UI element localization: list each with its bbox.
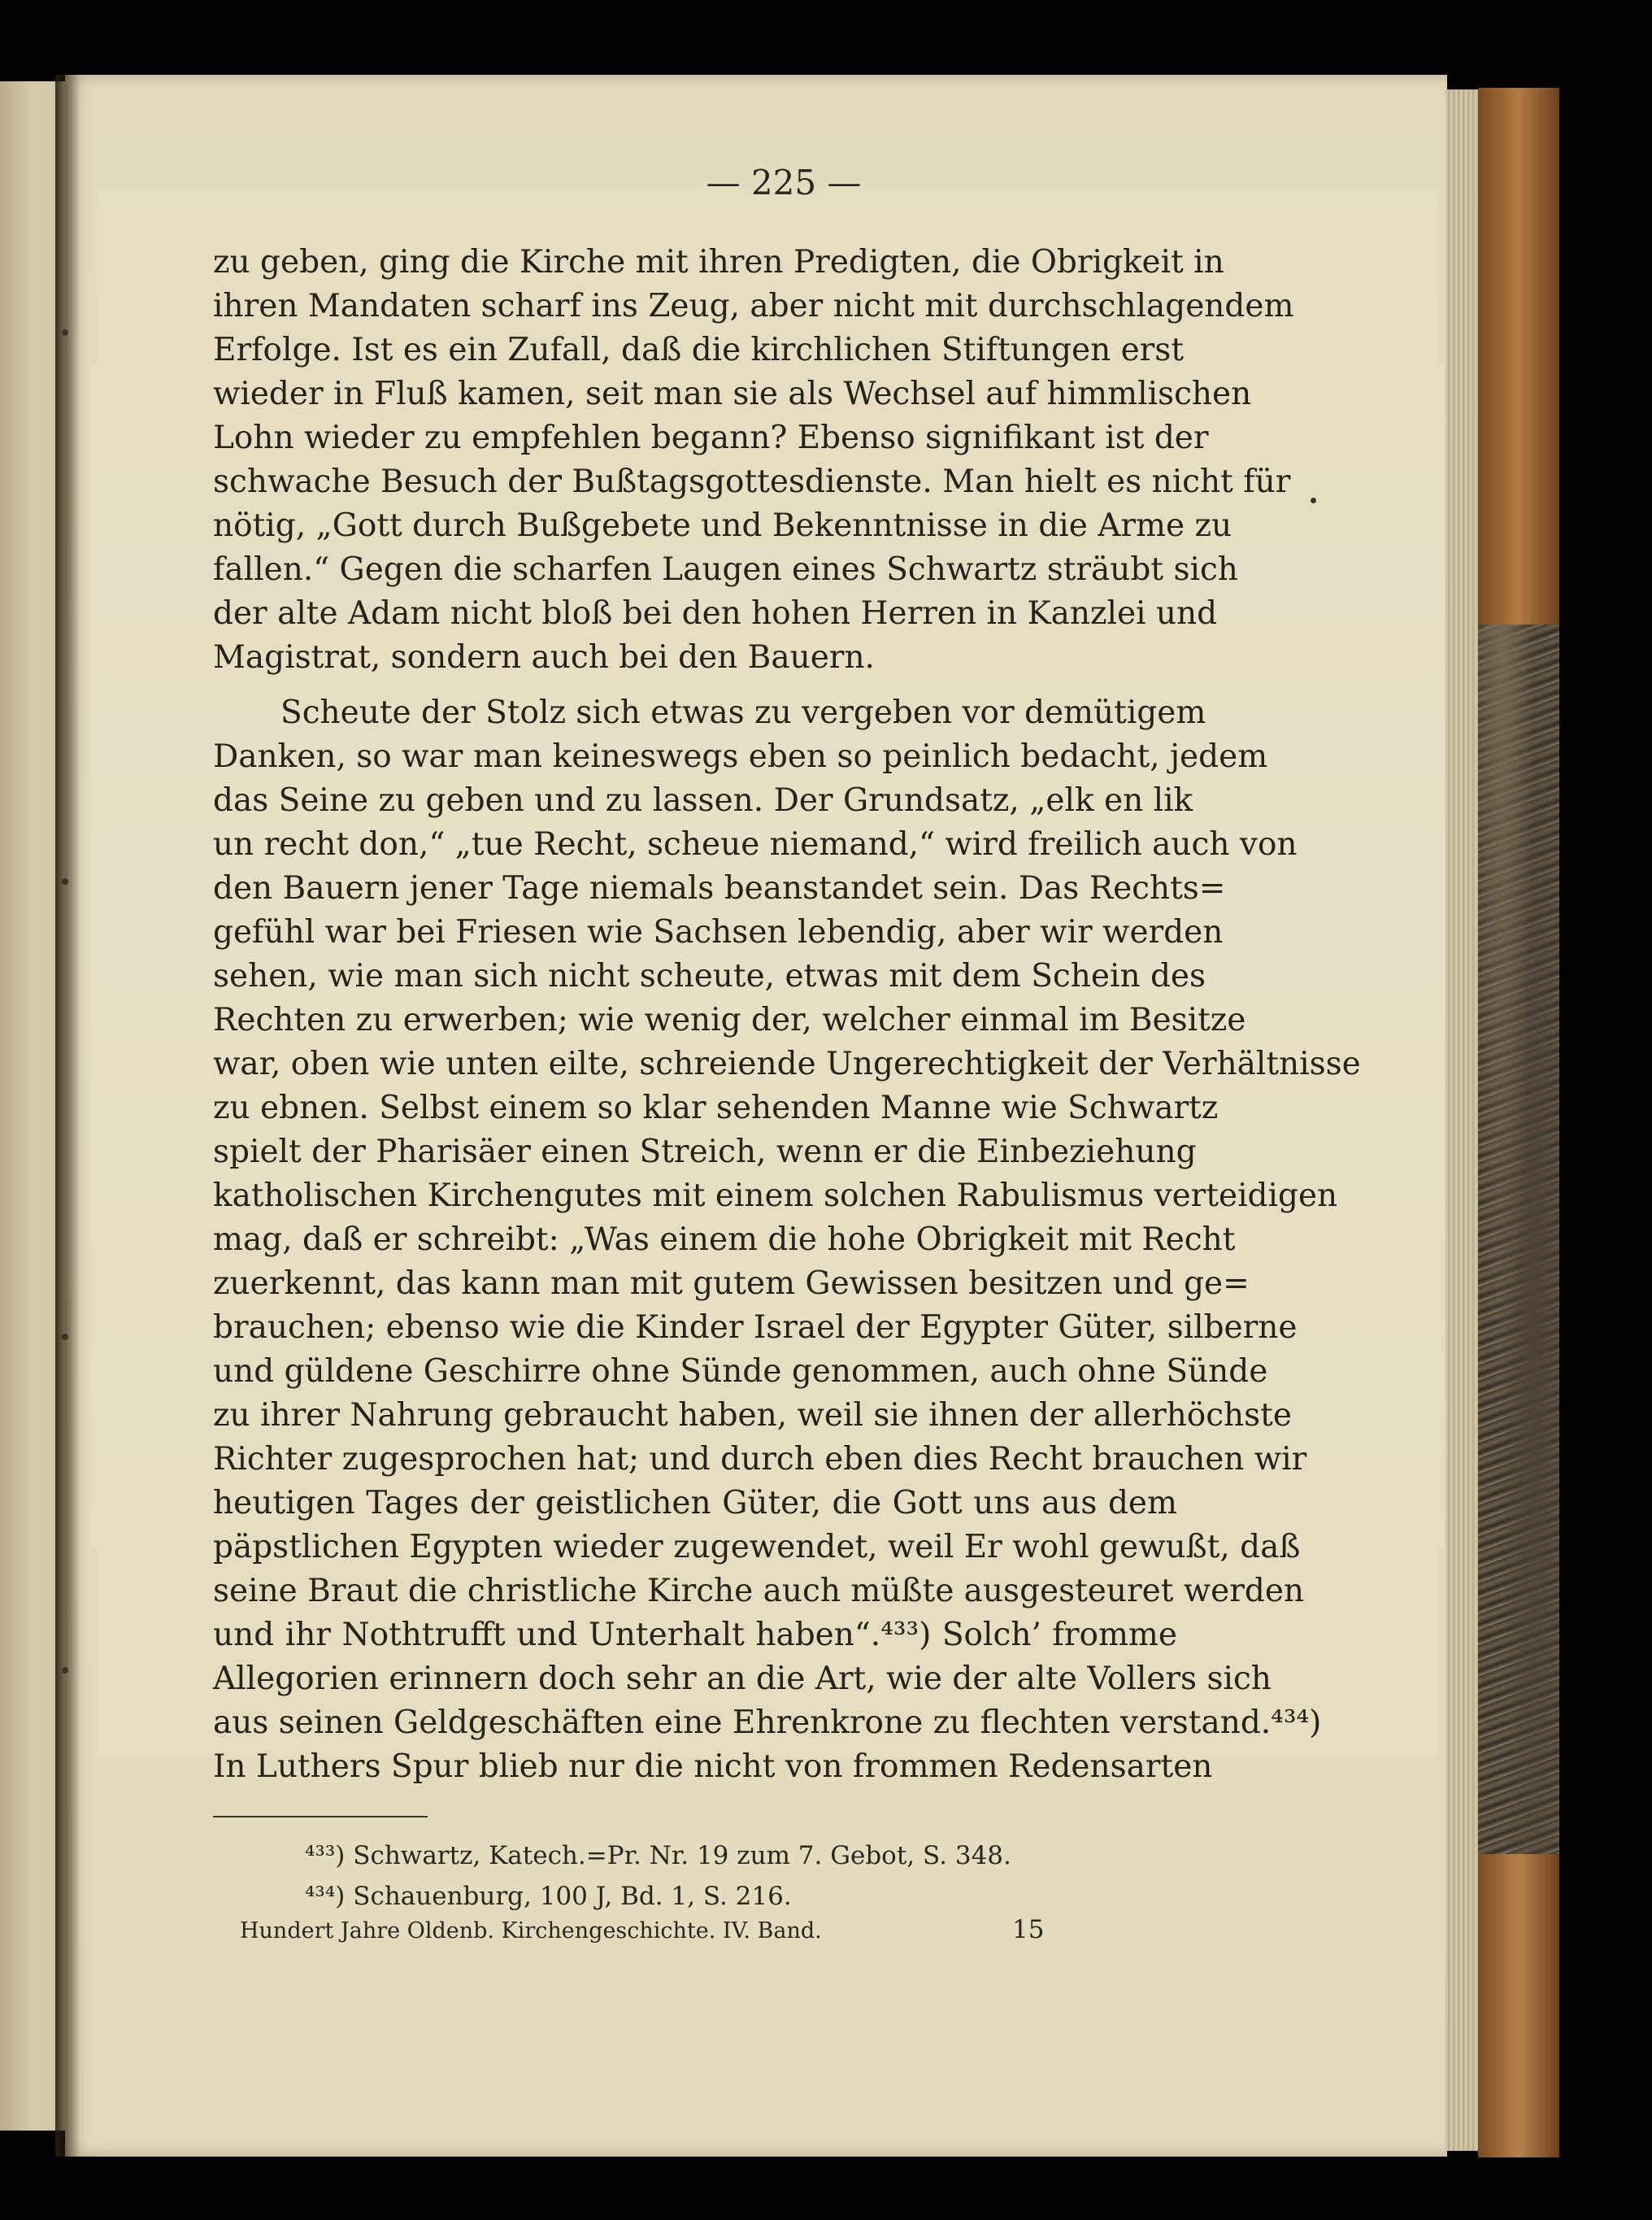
text-line: Richter zugesprochen hat; und durch eben dies Recht brauchen wir bbox=[213, 1441, 1307, 1478]
text-line: katholischen Kirchengutes mit einem solchen Rabulismus verteidigen bbox=[213, 1177, 1338, 1214]
text-line: zu ihrer Nahrung gebraucht haben, weil sie ihnen der allerhöchste bbox=[213, 1397, 1292, 1434]
text-line: päpstlichen Egypten wieder zugewendet, weil Er wohl gewußt, daß bbox=[213, 1529, 1301, 1565]
text-line: In Luthers Spur blieb nur die nicht von frommen Redensarten bbox=[213, 1748, 1213, 1785]
page-number: — 225 — bbox=[706, 163, 862, 202]
text-line: aus seinen Geldgeschäften eine Ehrenkrone zu flechten verstand.⁴³⁴) bbox=[213, 1704, 1322, 1741]
signature-line: Hundert Jahre Oldenb. Kirchengeschichte. IV. Band. bbox=[240, 1918, 822, 1944]
text-line: der alte Adam nicht bloß bei den hohen Herren in Kanzlei und bbox=[213, 595, 1218, 632]
book-cover-leather-bottom bbox=[1478, 1854, 1559, 2157]
signature-number: 15 bbox=[1012, 1915, 1045, 1944]
text-line: Magistrat, sondern auch bei den Bauern. bbox=[213, 639, 875, 676]
text-line: Allegorien erinnern doch sehr an die Art, wie der alte Vollers sich bbox=[213, 1661, 1272, 1697]
text-line: war, oben wie unten eilte, schreiende Ungerechtigkeit der Verhältnisse bbox=[213, 1046, 1361, 1082]
text-line: wieder in Fluß kamen, seit man sie als Wechsel auf himmlischen bbox=[213, 376, 1252, 412]
gutter-shadow bbox=[55, 75, 80, 2157]
text-line: mag, daß er schreibt: „Was einem die hohe Obrigkeit mit Recht bbox=[213, 1221, 1236, 1258]
text-line: nötig, „Gott durch Bußgebete und Bekenntnisse in die Arme zu bbox=[213, 507, 1232, 544]
text-line: Erfolge. Ist es ein Zufall, daß die kirchlichen Stiftungen erst bbox=[213, 332, 1184, 368]
footnote-rule bbox=[213, 1816, 428, 1817]
text-line: Scheute der Stolz sich etwas zu vergeben vor demütigem bbox=[280, 694, 1206, 731]
text-line: ihren Mandaten scharf ins Zeug, aber nicht mit durchschlagendem bbox=[213, 288, 1294, 324]
text-line: zu geben, ging die Kirche mit ihren Predigten, die Obrigkeit in bbox=[213, 244, 1224, 281]
text-line: schwache Besuch der Bußtagsgottesdienste. Man hielt es nicht für bbox=[213, 464, 1291, 500]
text-line: zu ebnen. Selbst einem so klar sehenden Manne wie Schwartz bbox=[213, 1090, 1219, 1126]
text-line: Rechten zu erwerben; wie wenig der, welcher einmal im Besitze bbox=[213, 1002, 1246, 1038]
margin-speck bbox=[62, 1334, 68, 1340]
text-line: Danken, so war man keineswegs eben so peinlich bedacht, jedem bbox=[213, 738, 1268, 775]
text-line: fallen.“ Gegen die scharfen Laugen eines Schwartz sträubt sich bbox=[213, 551, 1238, 588]
text-line: brauchen; ebenso wie die Kinder Israel der Egypter Güter, silberne bbox=[213, 1309, 1298, 1346]
text-line: spielt der Pharisäer einen Streich, wenn er die Einbeziehung bbox=[213, 1134, 1197, 1170]
text-line: und güldene Geschirre ohne Sünde genommen, auch ohne Sünde bbox=[213, 1353, 1268, 1390]
margin-speck bbox=[62, 329, 68, 336]
text-line: Lohn wieder zu empfehlen begann? Ebenso signifikant ist der bbox=[213, 420, 1209, 456]
text-line: den Bauern jener Tage niemals beanstandet sein. Das Rechts= bbox=[213, 870, 1226, 907]
page-edges bbox=[1446, 89, 1478, 2151]
text-line: seine Braut die christliche Kirche auch müßte ausgesteuret werden bbox=[213, 1573, 1305, 1609]
text-line: gefühl war bei Friesen wie Sachsen lebendig, aber wir werden bbox=[213, 914, 1224, 951]
footnote-434: ⁴³⁴) Schauenburg, 100 J, Bd. 1, S. 216. bbox=[305, 1882, 792, 1911]
page-speck bbox=[1311, 498, 1316, 503]
text-line: heutigen Tages der geistlichen Güter, die Gott uns aus dem bbox=[213, 1485, 1177, 1521]
footnote-433: ⁴³³) Schwartz, Katech.=Pr. Nr. 19 zum 7. Gebot, S. 348. bbox=[305, 1841, 1011, 1870]
text-line: sehen, wie man sich nicht scheute, etwas mit dem Schein des bbox=[213, 958, 1206, 995]
margin-speck bbox=[62, 878, 68, 885]
text-line: un recht don,“ „tue Recht, scheue niemand,“ wird freilich auch von bbox=[213, 826, 1298, 863]
margin-speck bbox=[62, 1667, 68, 1674]
text-line: das Seine zu geben und zu lassen. Der Grundsatz, „elk en lik bbox=[213, 782, 1193, 819]
text-line: und ihr Nothtrufft und Unterhalt haben“.⁴³³) Solch’ fromme bbox=[213, 1617, 1177, 1653]
text-line: zuerkennt, das kann man mit gutem Gewissen besitzen und ge= bbox=[213, 1265, 1250, 1302]
